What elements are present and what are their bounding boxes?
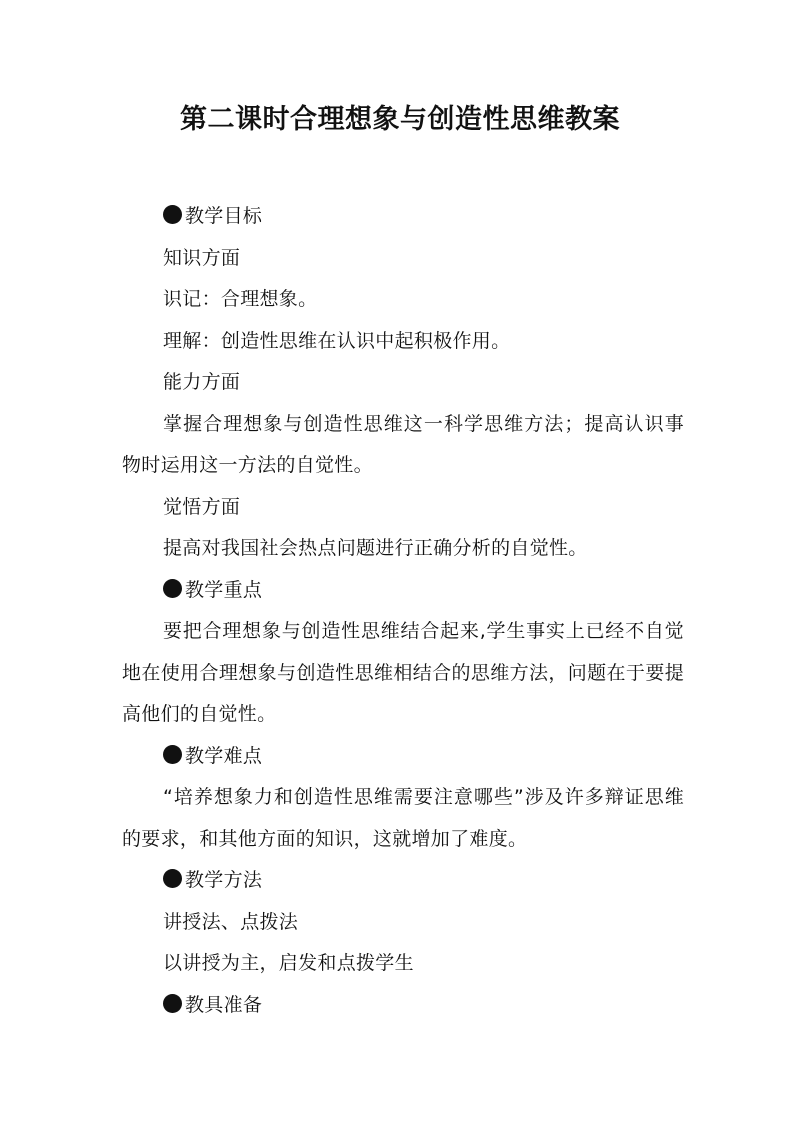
bullet-icon bbox=[163, 994, 182, 1013]
method-line-1: 讲授法、点拨法 bbox=[163, 910, 299, 933]
awareness-paragraph: 提高对我国社会热点问题进行正确分析的自觉性。 bbox=[163, 537, 588, 559]
bullet-icon bbox=[163, 869, 182, 888]
section-heading-difficulty: 教学难点 bbox=[122, 736, 684, 778]
section-heading-tools: 教具准备 bbox=[122, 985, 684, 1027]
section-heading-method: 教学方法 bbox=[122, 860, 684, 902]
bullet-icon bbox=[163, 579, 182, 598]
document-title: 第二课时合理想象与创造性思维教案 bbox=[180, 104, 620, 135]
knowledge-recall: 识记：合理想象。 bbox=[163, 288, 318, 310]
bullet-icon bbox=[163, 205, 182, 224]
method-line-2: 以讲授为主，启发和点拨学生 bbox=[163, 952, 414, 974]
document-body bbox=[122, 196, 684, 1026]
subheading-knowledge: 知识方面 bbox=[163, 246, 241, 269]
focus-paragraph: 要把合理想象与创造性思维结合起来,学生事实上已经不自觉地在使用合理想象与创造性思维相结合的思维方法，问题在于要提高他们的自觉性。 bbox=[122, 620, 684, 725]
bullet-icon bbox=[163, 745, 182, 764]
knowledge-understand: 理解：创造性思维在认识中起积极作用。 bbox=[163, 329, 511, 352]
subheading-ability: 能力方面 bbox=[163, 371, 241, 393]
difficulty-paragraph: “培养想象力和创造性思维需要注意哪些”涉及许多辩证思维的要求，和其他方面的知识，这就增加了难度。 bbox=[122, 786, 684, 850]
ability-paragraph: 掌握合理想象与创造性思维这一科学思维方法；提高认识事物时运用这一方法的自觉性。 bbox=[122, 412, 684, 476]
section-heading-focus: 教学重点 bbox=[122, 570, 684, 612]
subheading-awareness: 觉悟方面 bbox=[163, 495, 241, 518]
section-heading-goals: 教学目标 bbox=[122, 196, 684, 238]
